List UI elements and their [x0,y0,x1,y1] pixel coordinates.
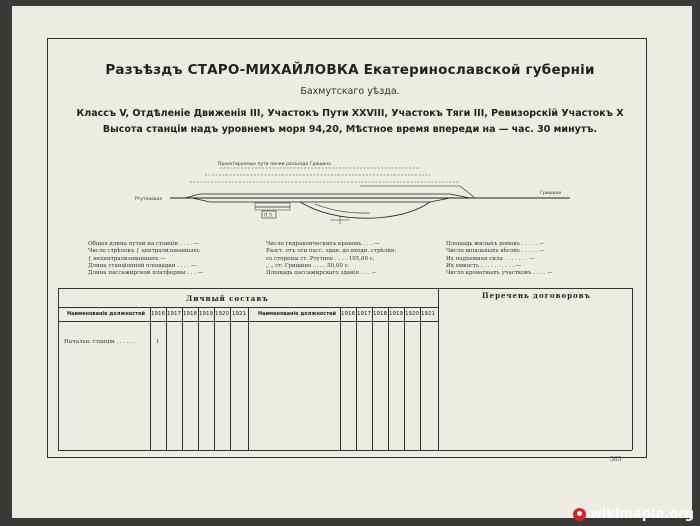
info-line: Площадь жилыхъ домовъ . . . . . — [446,241,545,247]
staff-col-header-left: Наименованіе должностей [67,311,146,317]
year-header: 1918 [183,311,197,317]
diagram-left-label: Ртутеаовая [135,197,163,202]
info-line: Длина станціонной площадки . . . . — [88,262,197,269]
watermark-text: wikimapia.org [589,507,694,522]
table-top-rule [58,288,632,289]
station-altitude-line: Высота станціи надъ уровнемъ моря 94,20, Мѣстное время впереди на — час. 30 минутъ. [102,124,598,135]
diagram-box-label: П.З. [264,213,274,219]
wikimapia-icon [573,508,586,521]
staff-col-header-right: Наименованіе должностей [258,311,337,317]
col-rule [214,307,215,450]
diagram-right-label: Гришино [540,191,562,196]
staff-row-value: 1 [156,339,160,345]
contracts-section-title: Перечень договоровъ [482,291,591,300]
col-rule [356,307,357,450]
table-bottom-rule [58,450,632,451]
watermark [573,507,694,522]
col-rule [198,307,199,450]
page-number: 565 [610,456,622,463]
col-rule [166,307,167,450]
col-rule [372,307,373,450]
year-header: 1919 [199,311,213,317]
info-line: Число кроватныхъ участковъ . . . . — [446,270,553,277]
info-line: Общая длина путей на станціи . . . . — [88,241,200,247]
info-column-2 [266,241,396,277]
staff-section-title: Личный составъ [186,294,269,303]
info-column-3 [446,241,553,277]
col-rule [230,307,231,450]
info-line: Число гидравлическихъ крановъ . . . — [266,241,380,247]
year-header: 1918 [373,311,387,317]
col-rule [388,307,389,450]
year-header: 1921 [421,311,435,317]
table-left-rule [58,288,59,450]
info-line: Площадь пассажирскаго зданія . . . — [266,270,377,277]
district-subtitle: Бахмутскаго уѣзда. [300,86,400,97]
staff-row-name: Начальн. станціи . . . . . . [64,339,136,345]
year-header: 1920 [405,311,419,317]
col-rule [420,307,421,450]
info-line: „ „ ст. Гришино . . . . 50,00 с. [266,262,350,269]
diagram-top-note: Проектируемые пути линии разъезда Гришино [218,162,331,167]
col-rule [404,307,405,450]
year-header: 1917 [167,311,181,317]
info-line: со стороны ст. Ртутное . . . . 105,00 с. [266,255,375,262]
year-header: 1921 [232,311,246,317]
year-header: 1917 [357,311,371,317]
year-header: 1919 [389,311,403,317]
track-diagram [130,158,570,228]
info-line: Разст. отъ оси пасс. здан. до входн. стрѣлки: [266,248,397,255]
year-header: 1920 [215,311,229,317]
year-header: 1916 [341,311,355,317]
table-right-rule [632,288,633,450]
col-rule [182,307,183,450]
info-line: Число стрѣлокъ { централизованныхъ [88,248,200,255]
info-line: Длина пассажирской платформы . . . — [88,270,204,277]
info-line: Их подъемная сила . . . . . . . — [446,255,535,262]
info-line: Число шпальныхъ вѣсовъ . . . . . — [446,248,545,255]
station-title: Разъѣздъ СТАРО-МИХАЙЛОВКА Екатеринославской губерніи [105,62,595,78]
station-class-line: Классъ V, Отдѣленіе Движенія III, Участокъ Пути XXVIII, Участокъ Тяги III, Ревизорскій Участокъ X [76,108,624,119]
staff-contracts-divider [438,288,439,450]
info-line: Их емкость . . . . . . . . . . — [446,262,522,269]
col-rule [150,307,151,450]
col-rule [340,307,341,450]
info-line: { нецентрализованныхъ — [88,255,166,262]
col-rule [248,307,249,450]
year-header: 1916 [151,311,165,317]
info-column-1 [88,241,203,277]
